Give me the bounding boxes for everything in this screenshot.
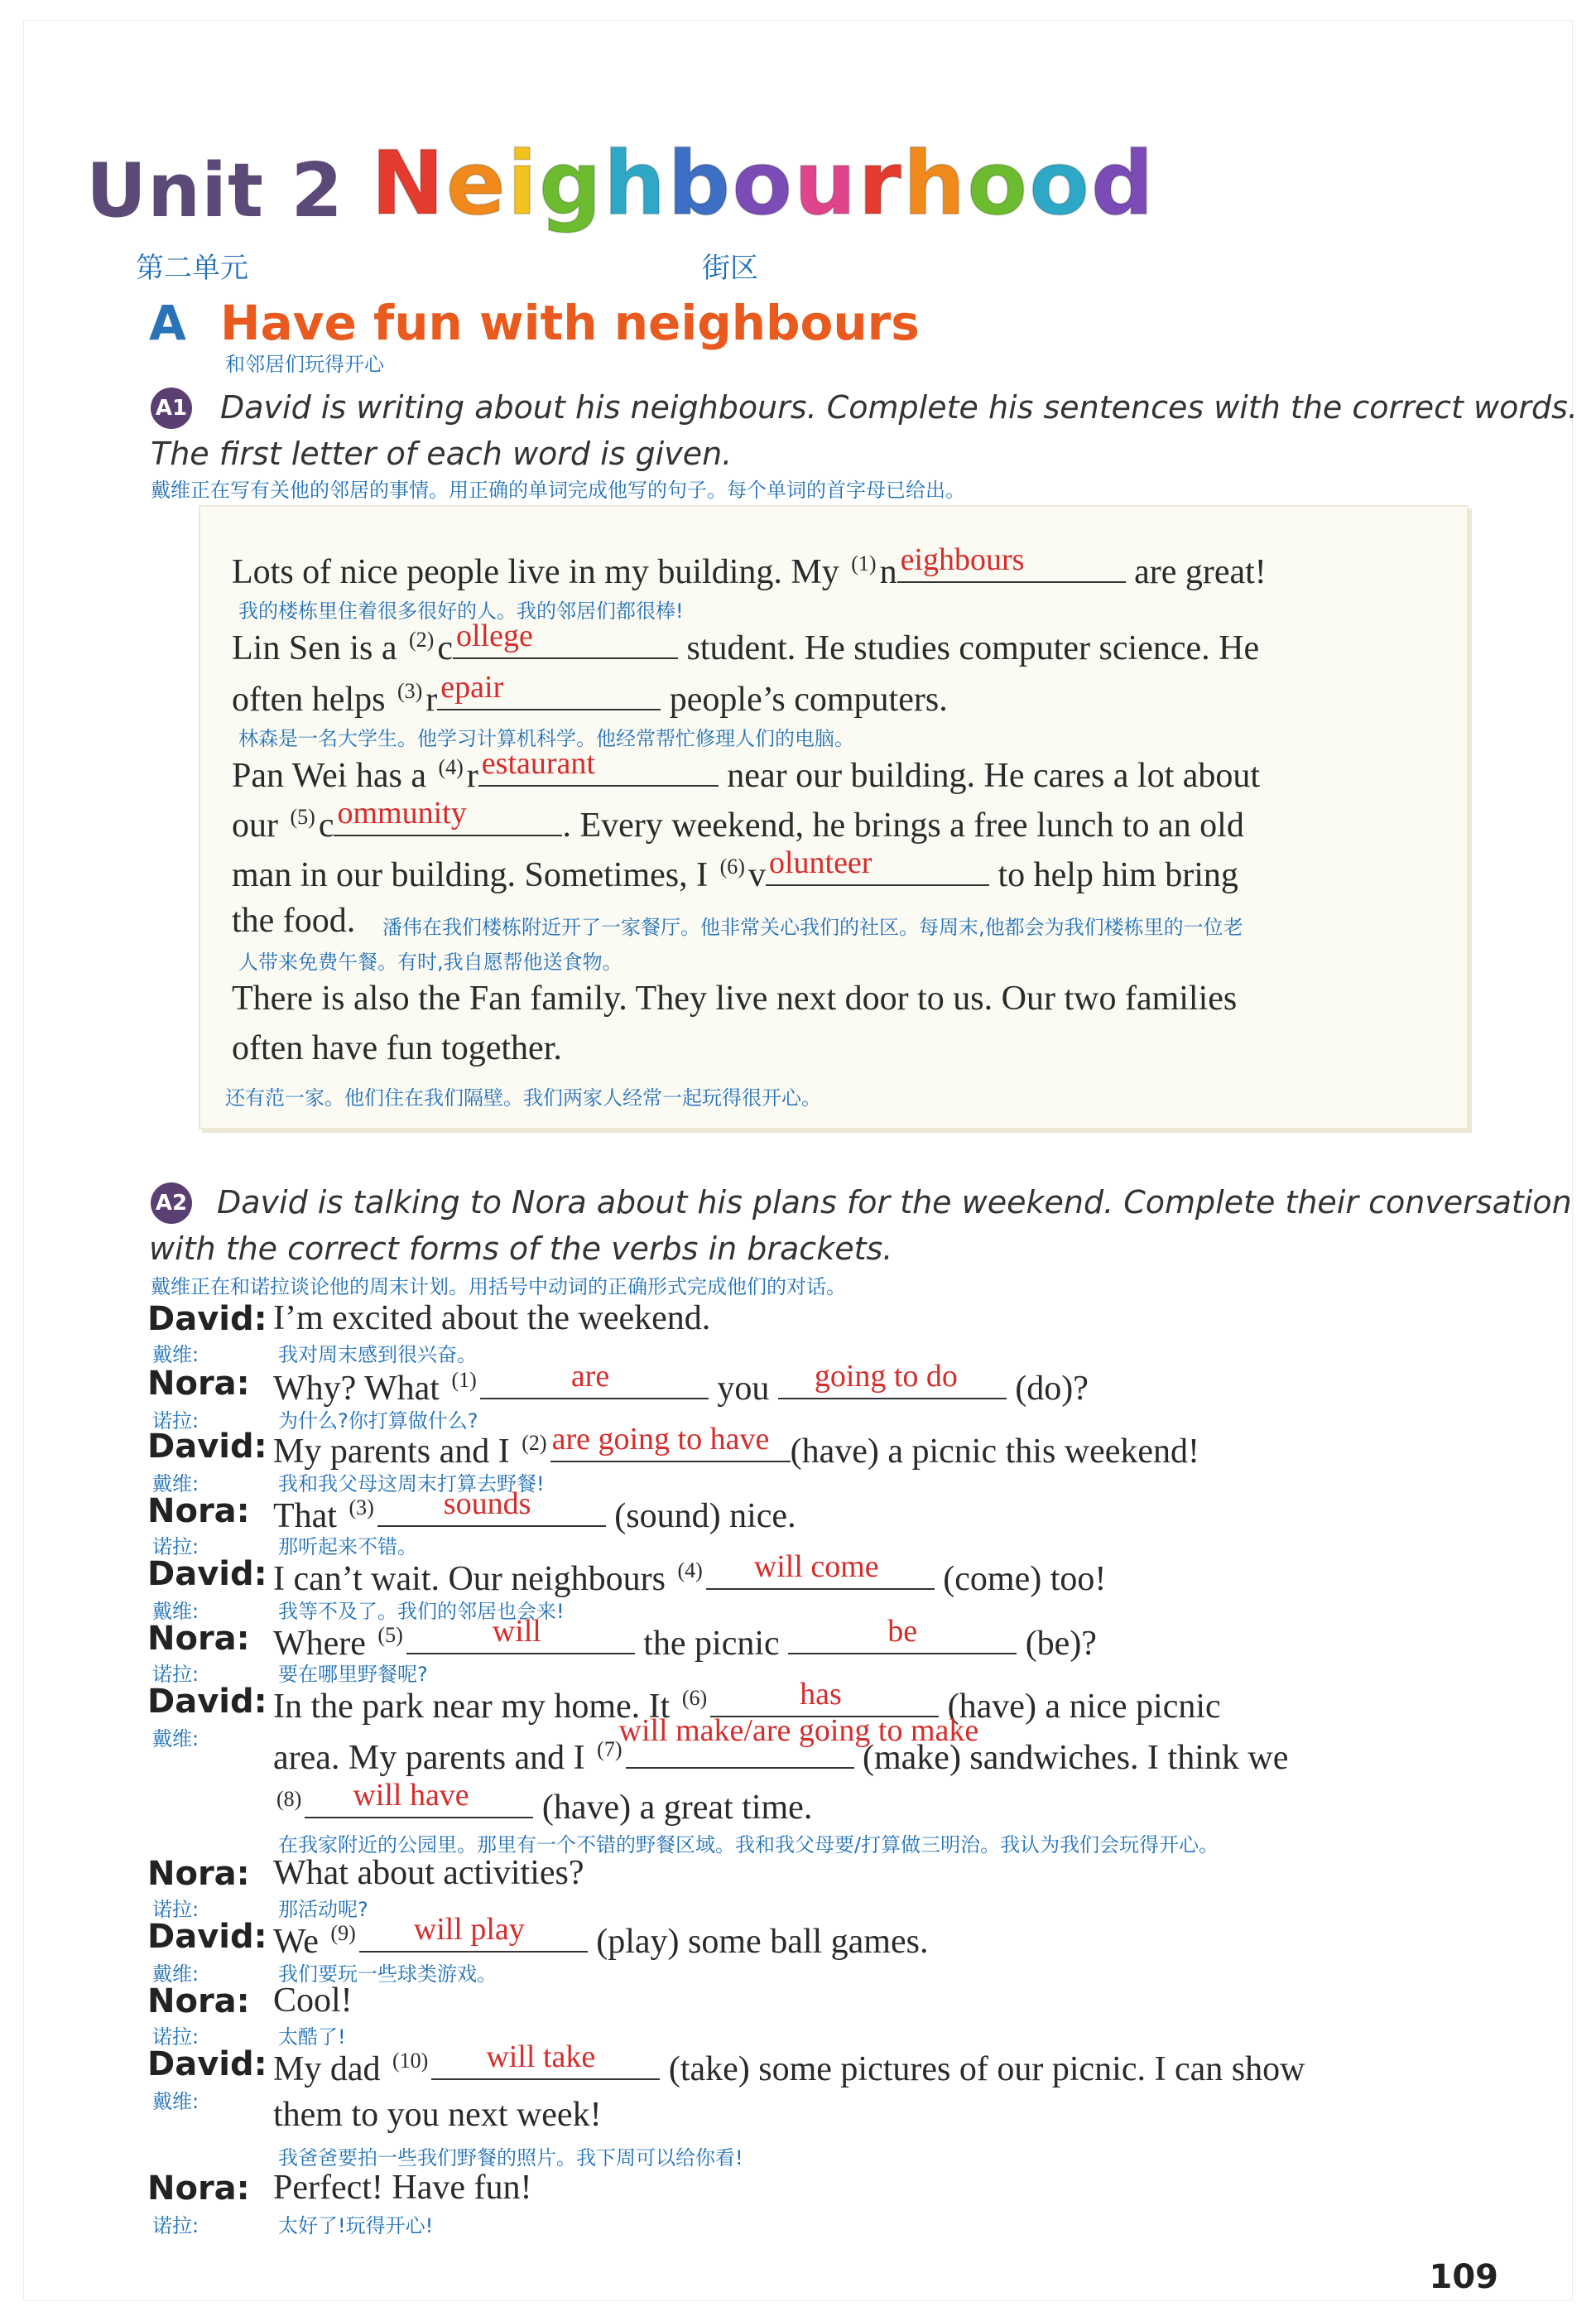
answer-text: eighbours: [900, 542, 1025, 577]
answer-text: will play: [413, 1912, 525, 1947]
answer-text: ommunity: [337, 796, 467, 831]
title-letter: e: [445, 132, 507, 234]
answer-text: are going to have: [551, 1422, 770, 1457]
passage-line-4: Pan Wei has a $^{(4)}$r estaurant near our building. He cares a lot about: [232, 746, 1261, 795]
speaker-nora: Nora:: [147, 1620, 250, 1658]
title-letter: i: [507, 132, 539, 234]
dialogue-line-10: What about activities?: [273, 1854, 584, 1892]
dialogue-cn-12: 太好了!玩得开心!: [278, 2214, 434, 2237]
answer-text: sounds: [443, 1486, 531, 1521]
title-letter: h: [603, 132, 668, 234]
title-letter: g: [538, 132, 603, 234]
dialogue-cn-1: 我对周末感到很兴奋。: [278, 1343, 477, 1366]
answer-text: will have: [353, 1778, 469, 1813]
dialogue-line-5: I can’t wait. Our neighbours $^{(4)}$ will come (come) too!: [273, 1549, 1107, 1598]
dialogue-cn-7: 在我家附近的公园里。那里有一个不错的野餐区域。我和我父母要/打算做三明治。我认为我们会玩得开心。: [278, 1833, 1219, 1856]
answer-blank[interactable]: [897, 542, 1126, 583]
speaker-nora: Nora:: [147, 1365, 250, 1403]
exercise-badge-a1: A1: [151, 388, 192, 429]
answer-blank[interactable]: [334, 796, 562, 836]
passage-line-9: often have fun together.: [232, 1029, 562, 1067]
speaker-david-cn: 戴维:: [152, 1962, 200, 1986]
dialogue-cn-11: 我爸爸要拍一些我们野餐的照片。我下周可以给你看!: [278, 2146, 743, 2169]
title-letter: h: [902, 132, 968, 234]
dialogue-line-11: We $^{(9)}$ will play (play) some ball games.: [273, 1912, 929, 1961]
dialogue-line-6: Where $^{(5)}$ will the picnic be (be)?: [273, 1614, 1097, 1663]
section-title-cn: 和邻居们玩得开心: [225, 353, 384, 376]
title-letter: o: [1029, 132, 1091, 234]
answer-blank[interactable]: [480, 1359, 709, 1399]
passage-line-5: our $^{(5)}$c ommunity . Every weekend, he brings a free lunch to an old: [232, 796, 1244, 845]
title-letter: d: [1090, 132, 1156, 234]
speaker-david: David:: [147, 2045, 267, 2083]
dialogue-line-8: area. My parents and I $^{(7)}$ will make/are going to make (make) sandwiches. I think we: [273, 1713, 1289, 1777]
a2-instruction-line2: with the correct forms of the verbs in brackets.: [149, 1230, 893, 1267]
dialogue-cn-3: 我和我父母这周末打算去野餐!: [278, 1472, 545, 1495]
dialogue-line-4: That $^{(3)}$ sounds (sound) nice.: [273, 1486, 796, 1535]
answer-text: going to do: [814, 1359, 958, 1394]
passage-line-7: the food.: [232, 902, 356, 940]
dialogue-line-1: I’m excited about the weekend.: [273, 1299, 711, 1337]
exercise-badge-a2: A2: [151, 1182, 192, 1224]
answer-blank[interactable]: [550, 1422, 791, 1462]
passage-cn-2: 林森是一名大学生。他学习计算机科学。他经常帮忙修理人们的电脑。: [238, 727, 854, 750]
speaker-nora-cn: 诺拉:: [152, 1663, 200, 1686]
passage-cn-3a: 潘伟在我们楼栋附近开了一家餐厅。他非常关心我们的社区。每周末,他都会为我们楼栋里的一位老: [382, 916, 1243, 939]
unit-title-cn: 街区: [702, 252, 758, 285]
answer-text: will come: [753, 1549, 879, 1584]
answer-text: will make/are going to make: [618, 1713, 979, 1748]
passage-line-6: man in our building. Sometimes, I $^{(6)}$v olunteer to help him bring: [232, 845, 1238, 894]
title-letter: u: [794, 132, 858, 234]
answer-text: olunteer: [768, 845, 873, 880]
dialogue-line-12: Cool!: [273, 1982, 353, 2020]
unit-label-cn: 第二单元: [136, 252, 248, 285]
title-letter: o: [967, 132, 1030, 234]
answer-blank[interactable]: [453, 619, 678, 659]
dialogue-line-15: Perfect! Have fun!: [273, 2169, 532, 2207]
speaker-david: David:: [147, 1918, 267, 1956]
answer-text: epair: [440, 670, 504, 705]
dialogue-line-7: In the park near my home. It $^{(6)}$ has (have) a nice picnic: [273, 1677, 1221, 1726]
answer-blank[interactable]: [431, 2039, 660, 2080]
title-letter: b: [667, 132, 733, 234]
dialogue-cn-2: 为什么?你打算做什么?: [278, 1409, 478, 1433]
answer-blank[interactable]: [766, 845, 989, 886]
answer-blank[interactable]: [706, 1549, 935, 1590]
page-number: 109: [1429, 2258, 1498, 2296]
section-letter: A: [149, 295, 186, 351]
dialogue-line-9: $^{(8)}$ will have (have) a great time.: [276, 1778, 813, 1827]
speaker-nora-cn: 诺拉:: [152, 1898, 200, 1921]
speaker-david-cn: 戴维:: [152, 1600, 200, 1623]
a1-instruction-line2: The first letter of each word is given.: [151, 436, 733, 472]
speaker-david-cn: 戴维:: [152, 1727, 200, 1750]
answer-blank[interactable]: [618, 1713, 979, 1769]
speaker-david: David:: [147, 1555, 267, 1593]
dialogue-line-13: My dad $^{(10)}$ will take (take) some pictures of our picnic. I can show: [273, 2039, 1305, 2088]
unit-label: Unit 2: [86, 147, 344, 234]
answer-text: will take: [486, 2039, 596, 2074]
speaker-david: David:: [147, 1428, 267, 1466]
dialogue-cn-6: 要在哪里野餐呢?: [278, 1663, 428, 1686]
title-letter: o: [732, 132, 795, 234]
speaker-david: David:: [147, 1683, 267, 1721]
speaker-nora: Nora:: [147, 2169, 250, 2208]
answer-text: are: [570, 1359, 610, 1394]
speaker-david: David:: [147, 1300, 267, 1338]
a2-instruction-line1: David is talking to Nora about his plans for the weekend. Complete their conversation: [217, 1184, 1572, 1221]
passage-cn-4: 还有范一家。他们住在我们隔壁。我们两家人经常一起玩得很开心。: [225, 1086, 821, 1110]
speaker-nora-cn: 诺拉:: [152, 1409, 200, 1433]
speaker-nora: Nora:: [147, 1855, 250, 1893]
speaker-nora-cn: 诺拉:: [152, 2025, 200, 2049]
speaker-nora-cn: 诺拉:: [152, 1535, 200, 1558]
answer-blank[interactable]: [359, 1912, 588, 1953]
answer-blank[interactable]: [437, 670, 661, 710]
passage-line-3: often helps $^{(3)}$r epair people’s computers.: [232, 670, 948, 719]
speaker-nora: Nora:: [147, 1982, 250, 2020]
answer-text: be: [887, 1614, 918, 1649]
speaker-david-cn: 戴维:: [152, 1472, 200, 1495]
answer-blank[interactable]: [478, 746, 719, 787]
dialogue-cn-5: 我等不及了。我们的邻居也会来!: [278, 1600, 565, 1623]
speaker-nora: Nora:: [147, 1492, 250, 1530]
a2-instruction-cn: 戴维正在和诺拉谈论他的周末计划。用括号中动词的正确形式完成他们的对话。: [151, 1275, 846, 1298]
dialogue-line-3: My parents and I $^{(2)}$ are going to have (have) a picnic this weekend!: [273, 1422, 1200, 1471]
title-letter: r: [858, 132, 903, 234]
answer-blank[interactable]: [778, 1359, 1007, 1399]
dialogue-cn-9: 我们要玩一些球类游戏。: [278, 1962, 497, 1986]
passage-cn-1: 我的楼栋里住着很多很好的人。我的邻居们都很棒!: [238, 600, 684, 623]
answer-text: ollege: [455, 619, 533, 653]
answer-blank[interactable]: [305, 1778, 533, 1818]
speaker-david-cn: 戴维:: [152, 1343, 200, 1366]
answer-text: estaurant: [481, 746, 595, 781]
dialogue-line-2: Why? What $^{(1)}$ are you going to do (do)?: [273, 1359, 1089, 1408]
dialogue-cn-8: 那活动呢?: [278, 1898, 368, 1921]
passage-line-2: Lin Sen is a $^{(2)}$c ollege student. He studies computer science. He: [232, 619, 1260, 667]
speaker-david-cn: 戴维:: [152, 2090, 200, 2113]
passage-line-8: There is also the Fan family. They live next door to us. Our two families: [232, 980, 1238, 1018]
a1-instruction-cn: 戴维正在写有关他的邻居的事情。用正确的单词完成他写的句子。每个单词的首字母已给出。: [151, 479, 965, 502]
answer-blank[interactable]: [788, 1614, 1017, 1654]
answer-blank[interactable]: [406, 1614, 635, 1654]
unit-title: [371, 132, 1156, 234]
section-title: Have fun with neighbours: [220, 295, 920, 351]
answer-blank[interactable]: [377, 1486, 606, 1527]
a1-instruction-line1: David is writing about his neighbours. Complete his sentences with the correct words.: [220, 389, 1578, 426]
dialogue-cn-4: 那听起来不错。: [278, 1535, 417, 1558]
dialogue-cn-10: 太酷了!: [278, 2025, 346, 2049]
answer-text: has: [800, 1677, 842, 1712]
passage-line-1: Lots of nice people live in my building. My $^{(1)}$n eighbours are great!: [232, 542, 1267, 591]
dialogue-line-14: them to you next week!: [273, 2096, 602, 2134]
speaker-nora-cn: 诺拉:: [152, 2214, 200, 2237]
answer-text: will: [492, 1614, 541, 1649]
passage-cn-3b: 人带来免费午餐。有时,我自愿帮他送食物。: [238, 951, 623, 974]
title-letter: N: [371, 132, 446, 234]
